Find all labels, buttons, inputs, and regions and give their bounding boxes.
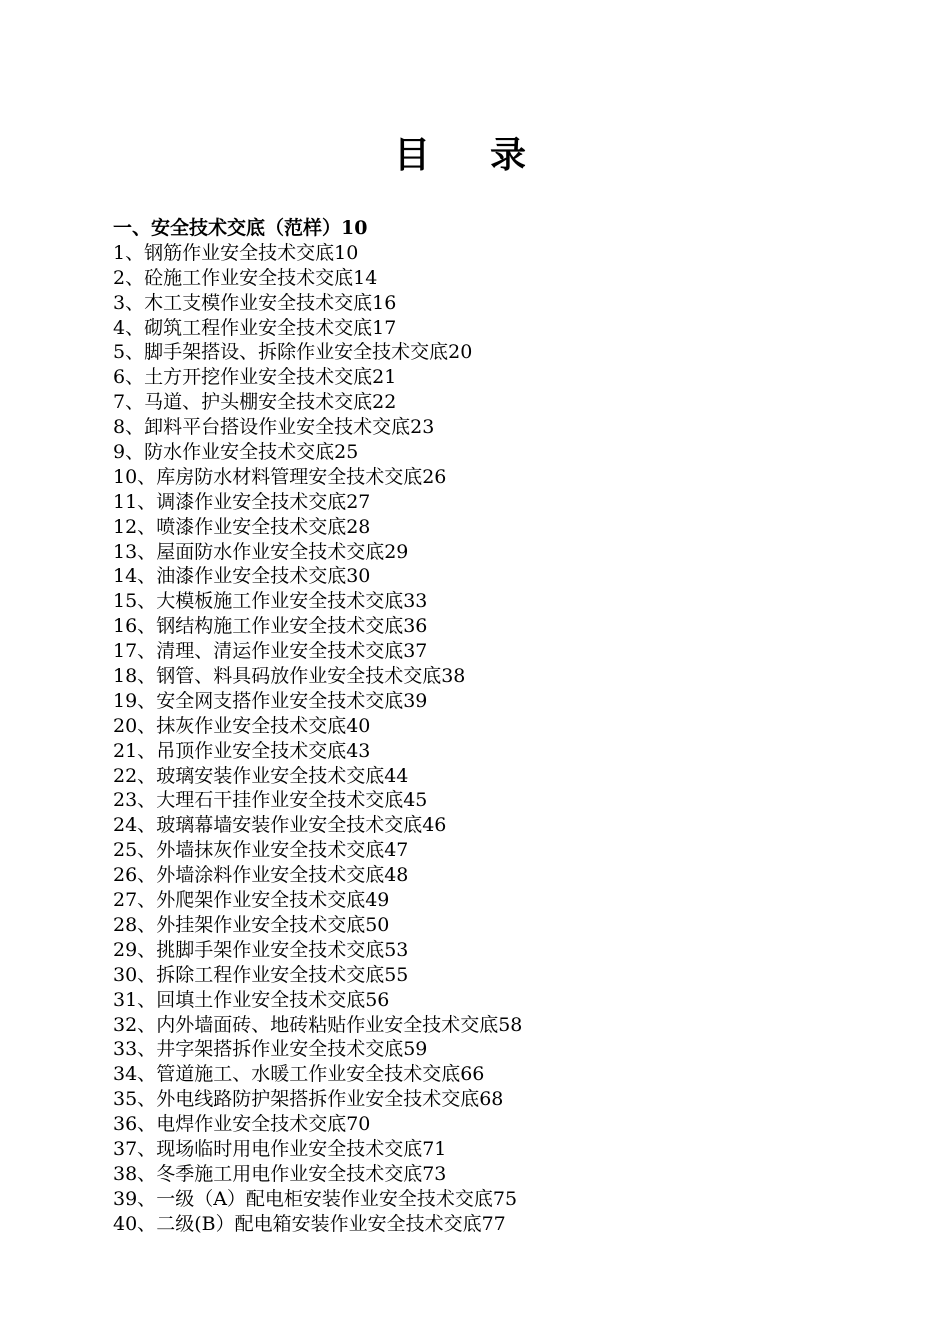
toc-entry <box>113 564 913 589</box>
toc-entry-title: 大模板施工作业安全技术交底 <box>156 590 404 613</box>
toc-entry-number: 28、 <box>113 913 157 936</box>
toc-entry-title: 卸料平台搭设作业安全技术交底 <box>144 416 411 439</box>
toc-entry-title: 管道施工、水暖工作业安全技术交底 <box>156 1063 461 1086</box>
toc-entry-title: 玻璃幕墙安装作业安全技术交底 <box>156 814 423 837</box>
toc-entry-title: 钢结构施工作业安全技术交底 <box>156 615 404 638</box>
toc-entry-title: 外挂架作业安全技术交底 <box>156 913 366 936</box>
toc-entry <box>113 664 913 689</box>
toc-entry <box>113 913 913 938</box>
toc-entry <box>113 1112 913 1137</box>
toc-entry-page-number: 10 <box>334 241 359 264</box>
toc-entry-title: 内外墙面砖、地砖粘贴作业安全技术交底 <box>156 1013 499 1036</box>
toc-entry-number: 34、 <box>113 1063 157 1086</box>
toc-entry-number: 14、 <box>113 565 157 588</box>
toc-entry-number: 27、 <box>113 889 157 912</box>
toc-entry-page-number: 39 <box>403 689 428 712</box>
toc-entry-title: 大理石干挂作业安全技术交底 <box>156 789 404 812</box>
toc-entry-page-number: 16 <box>372 291 397 314</box>
toc-entry-number: 2、 <box>113 266 145 289</box>
toc-entry <box>113 540 913 565</box>
toc-entry <box>113 888 913 913</box>
toc-entry <box>113 1062 913 1087</box>
toc-entry-title: 砌筑工程作业安全技术交底 <box>144 316 373 339</box>
toc-entry <box>113 1037 913 1062</box>
toc-entry <box>113 1087 913 1112</box>
toc-entry-title: 外墙抹灰作业安全技术交底 <box>156 839 385 862</box>
toc-entry-page-number: 46 <box>422 814 447 837</box>
toc-entry <box>113 1013 913 1038</box>
toc-entry-title: 油漆作业安全技术交底 <box>156 565 347 588</box>
toc-entry <box>113 515 913 540</box>
toc-entry-page-number: 73 <box>422 1162 447 1185</box>
toc-entry-title: 喷漆作业安全技术交底 <box>156 515 347 538</box>
toc-entry-title: 拆除工程作业安全技术交底 <box>156 963 385 986</box>
toc-entry <box>113 689 913 714</box>
toc-entry-number: 4、 <box>113 316 145 339</box>
toc-entry-page-number: 68 <box>479 1088 504 1111</box>
toc-entry-number: 6、 <box>113 366 145 389</box>
toc-entry-page-number: 20 <box>448 341 473 364</box>
toc-entry-page-number: 55 <box>384 963 409 986</box>
toc-entry-title: 钢筋作业安全技术交底 <box>144 241 335 264</box>
toc-entry-page-number: 47 <box>384 839 409 862</box>
toc-entry-number: 12、 <box>113 515 157 538</box>
toc-entry <box>113 291 913 316</box>
toc-entry-number: 8、 <box>113 416 145 439</box>
toc-entry-title: 安全网支搭作业安全技术交底 <box>156 689 404 712</box>
toc-entry-title: 木工支模作业安全技术交底 <box>144 291 373 314</box>
toc-entry <box>113 813 913 838</box>
toc-entry-title: 一级（A）配电柜安装作业安全技术交底 <box>156 1187 493 1210</box>
toc-entry <box>113 490 913 515</box>
toc-entry-title: 外电线路防护架搭拆作业安全技术交底 <box>156 1088 480 1111</box>
toc-entry-page-number: 36 <box>403 615 428 638</box>
toc-entry-title: 外墙涂料作业安全技术交底 <box>156 864 385 887</box>
toc-entry-number: 16、 <box>113 615 157 638</box>
toc-entry <box>113 714 913 739</box>
toc-entry <box>113 1137 913 1162</box>
toc-entry-title: 冬季施工用电作业安全技术交底 <box>156 1162 423 1185</box>
toc-entry-page-number: 48 <box>384 864 409 887</box>
toc-entry-page-number: 29 <box>384 540 409 563</box>
toc-entry <box>113 415 913 440</box>
toc-entry <box>113 788 913 813</box>
toc-entry-number: 23、 <box>113 789 157 812</box>
toc-entry-page-number: 71 <box>422 1137 447 1160</box>
toc-entry-number: 18、 <box>113 665 157 688</box>
toc-entry-title: 外爬架作业安全技术交底 <box>156 889 366 912</box>
toc-entry-number: 37、 <box>113 1137 157 1160</box>
toc-entry-title: 电焊作业安全技术交底 <box>156 1113 347 1136</box>
toc-entry-number: 24、 <box>113 814 157 837</box>
toc-entry-number: 38、 <box>113 1162 157 1185</box>
toc-entry <box>113 1187 913 1212</box>
toc-entry-title: 土方开挖作业安全技术交底 <box>144 366 373 389</box>
toc-entry <box>113 838 913 863</box>
toc-entry-number: 5、 <box>113 341 145 364</box>
toc-entry-number: 22、 <box>113 764 157 787</box>
toc-entry <box>113 365 913 390</box>
toc-entry-page-number: 17 <box>372 316 397 339</box>
toc-entry <box>113 1162 913 1187</box>
toc-entry-page-number: 14 <box>353 266 378 289</box>
toc-entry-title: 库房防水材料管理安全技术交底 <box>156 465 423 488</box>
toc-entry-page-number: 70 <box>346 1113 371 1136</box>
toc-entry-page-number: 75 <box>492 1187 518 1210</box>
toc-entry-title: 清理、清运作业安全技术交底 <box>156 640 404 663</box>
toc-entry-number: 21、 <box>113 739 157 762</box>
toc-entry-number: 39、 <box>113 1187 157 1210</box>
toc-entry <box>113 988 913 1013</box>
toc-entry-number: 33、 <box>113 1038 157 1061</box>
toc-entry-number: 32、 <box>113 1013 157 1036</box>
toc-entry-number: 10、 <box>113 465 157 488</box>
toc-entry-page-number: 27 <box>346 490 371 513</box>
toc-entry-title: 调漆作业安全技术交底 <box>156 490 347 513</box>
toc-entry <box>113 639 913 664</box>
toc-entry <box>113 589 913 614</box>
toc-entry-page-number: 10 <box>341 217 368 239</box>
toc-entry-number: 26、 <box>113 864 157 887</box>
toc-entry <box>113 440 913 465</box>
toc-entry-page-number: 58 <box>498 1013 523 1036</box>
toc-entry <box>113 390 913 415</box>
toc-entry-number: 20、 <box>113 714 157 737</box>
toc-entry-number: 11、 <box>113 490 157 513</box>
toc-entry-title: 玻璃安装作业安全技术交底 <box>156 764 385 787</box>
toc-entry-number: 19、 <box>113 689 157 712</box>
toc-entry-title: 井字架搭拆作业安全技术交底 <box>156 1038 404 1061</box>
toc-entry-page-number: 22 <box>372 391 397 414</box>
toc-entry-page-number: 49 <box>365 889 390 912</box>
toc-entry-number: 7、 <box>113 391 145 414</box>
toc-entry-title: 马道、护头棚安全技术交底 <box>144 391 373 414</box>
toc-entry-page-number: 40 <box>346 714 371 737</box>
toc-entry-number: 30、 <box>113 963 157 986</box>
toc-entry-title: 脚手架搭设、拆除作业安全技术交底 <box>144 341 449 364</box>
toc-entry-page-number: 26 <box>422 465 447 488</box>
toc-entry <box>113 963 913 988</box>
toc-entry-title: 防水作业安全技术交底 <box>144 441 335 464</box>
toc-entry-number: 31、 <box>113 988 157 1011</box>
toc-entry-title: 现场临时用电作业安全技术交底 <box>156 1137 423 1160</box>
toc-entry <box>113 739 913 764</box>
toc-entry-page-number: 25 <box>334 441 359 464</box>
toc-entry-page-number: 66 <box>460 1063 485 1086</box>
toc-entry <box>113 938 913 963</box>
toc-entry-page-number: 59 <box>403 1038 428 1061</box>
toc-entry-page-number: 43 <box>346 739 371 762</box>
toc-entry-page-number: 21 <box>372 366 397 389</box>
toc-entry-number: 1、 <box>113 241 145 264</box>
toc-entry <box>113 340 913 365</box>
toc-entry <box>113 266 913 291</box>
toc-entry-page-number: 37 <box>403 640 428 663</box>
toc-entry-page-number: 28 <box>346 515 371 538</box>
toc-entry-title: 回填土作业安全技术交底 <box>156 988 366 1011</box>
toc-entry-page-number: 23 <box>410 416 435 439</box>
toc-entry <box>113 863 913 888</box>
table-of-contents <box>113 216 913 1237</box>
toc-entry-number: 15、 <box>113 590 157 613</box>
toc-entry-title: 屋面防水作业安全技术交底 <box>156 540 385 563</box>
toc-entry-title: 吊顶作业安全技术交底 <box>156 739 347 762</box>
toc-entry <box>113 241 913 266</box>
toc-entry-page-number: 44 <box>384 764 409 787</box>
toc-entry-title: 二级(B）配电箱安装作业安全技术交底 <box>156 1212 482 1235</box>
toc-entry-title: 砼施工作业安全技术交底 <box>144 266 354 289</box>
toc-entry-page-number: 50 <box>365 913 390 936</box>
toc-entry-page-number: 33 <box>403 590 428 613</box>
toc-entry-number: 13、 <box>113 540 157 563</box>
toc-entry-number: 一、 <box>113 217 152 239</box>
toc-section-heading <box>113 216 913 241</box>
toc-entry-title: 挑脚手架作业安全技术交底 <box>156 938 385 961</box>
toc-entry-number: 29、 <box>113 938 157 961</box>
toc-entry-number: 35、 <box>113 1088 157 1111</box>
toc-entry-title: 抹灰作业安全技术交底 <box>156 714 347 737</box>
toc-entry-number: 17、 <box>113 640 157 663</box>
toc-entry-page-number: 30 <box>346 565 371 588</box>
toc-entry <box>113 614 913 639</box>
toc-entry-page-number: 53 <box>384 938 409 961</box>
toc-entry <box>113 764 913 789</box>
toc-entry-title: 钢管、料具码放作业安全技术交底 <box>156 665 442 688</box>
toc-entry-page-number: 77 <box>481 1212 506 1235</box>
toc-entry-number: 9、 <box>113 441 145 464</box>
toc-entry-number: 3、 <box>113 291 145 314</box>
toc-entry <box>113 316 913 341</box>
toc-entry-title: 安全技术交底（范样） <box>151 217 342 239</box>
toc-entry-page-number: 56 <box>365 988 390 1011</box>
toc-entry <box>113 465 913 490</box>
toc-entry <box>113 1212 913 1237</box>
toc-entry-page-number: 45 <box>403 789 428 812</box>
toc-entry-number: 36、 <box>113 1113 157 1136</box>
toc-entry-number: 25、 <box>113 839 157 862</box>
page-title: 目录 <box>393 134 586 176</box>
toc-entry-number: 40、 <box>113 1212 157 1235</box>
toc-entry-page-number: 38 <box>441 665 466 688</box>
